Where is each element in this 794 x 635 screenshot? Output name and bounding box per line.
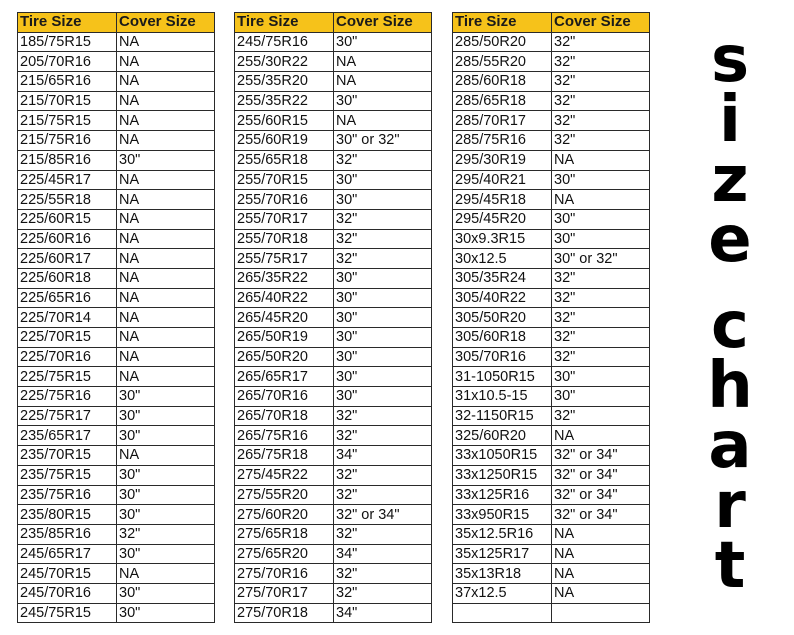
cover-size-cell: 32": [334, 249, 432, 269]
tire-size-cell: 32-1150R15: [453, 406, 552, 426]
tire-size-cell: 265/35R22: [235, 268, 334, 288]
tire-size-cell: 31x10.5-15: [453, 387, 552, 407]
tire-size-cell: 205/70R16: [18, 52, 117, 72]
table-row: [18, 347, 215, 367]
tire-size-cell: 255/60R15: [235, 111, 334, 131]
cover-size-cell: NA: [117, 564, 215, 584]
cover-size-cell: NA: [117, 328, 215, 348]
cover-size-cell: 32": [334, 426, 432, 446]
table-row: [235, 426, 432, 446]
cover-size-cell: 32": [334, 485, 432, 505]
tire-size-cell: 275/60R20: [235, 505, 334, 525]
tire-size-cell: 265/75R18: [235, 446, 334, 466]
tire-size-cell: 33x125R16: [453, 485, 552, 505]
tire-size-cell: 255/35R20: [235, 72, 334, 92]
tire-size-cell: 245/65R17: [18, 544, 117, 564]
tire-size-cell: 215/70R15: [18, 91, 117, 111]
table-row: [18, 426, 215, 446]
cover-size-cell: 32": [552, 347, 650, 367]
tire-size-cell: 225/45R17: [18, 170, 117, 190]
table-row: [453, 406, 650, 426]
cover-size-cell: NA: [552, 150, 650, 170]
table-row: [453, 190, 650, 210]
header-tire-size: Tire Size: [235, 13, 334, 33]
table-row: [18, 249, 215, 269]
tire-size-cell: 225/60R17: [18, 249, 117, 269]
tire-size-cell: 265/65R17: [235, 367, 334, 387]
table-row: [235, 249, 432, 269]
tire-size-cell: 235/75R15: [18, 465, 117, 485]
table-row: [453, 150, 650, 170]
table-row: [453, 308, 650, 328]
title-letter: r: [714, 469, 746, 543]
table-row: [453, 249, 650, 269]
table-row: [453, 524, 650, 544]
tire-size-cell: 275/65R20: [235, 544, 334, 564]
table-row: [235, 406, 432, 426]
cover-size-cell: NA: [117, 131, 215, 151]
tire-size-cell: 255/70R18: [235, 229, 334, 249]
table-row: [235, 52, 432, 72]
tire-size-cell: 235/70R15: [18, 446, 117, 466]
table-row: [235, 190, 432, 210]
cover-size-cell: 30": [117, 387, 215, 407]
table-row: [18, 131, 215, 151]
size-table-2: [234, 12, 432, 623]
tire-size-cell: 225/70R14: [18, 308, 117, 328]
cover-size-cell: 30": [334, 328, 432, 348]
tire-size-cell: 275/65R18: [235, 524, 334, 544]
cover-size-cell: NA: [117, 170, 215, 190]
table-row: [235, 111, 432, 131]
table-row: [18, 328, 215, 348]
tire-size-cell: 245/70R15: [18, 564, 117, 584]
table-row: [453, 603, 650, 623]
cover-size-cell: NA: [117, 229, 215, 249]
cover-size-cell: 32": [334, 583, 432, 603]
cover-size-cell: 32": [334, 209, 432, 229]
cover-size-cell: [552, 603, 650, 623]
tire-size-cell: 295/45R20: [453, 209, 552, 229]
table-row: [453, 32, 650, 52]
cover-size-cell: 32" or 34": [552, 505, 650, 525]
tire-size-cell: 255/35R22: [235, 91, 334, 111]
title-letter: h: [707, 349, 753, 423]
table-row: [235, 524, 432, 544]
tire-size-cell: 225/70R16: [18, 347, 117, 367]
tire-size-cell: 255/70R17: [235, 209, 334, 229]
tire-size-cell: 225/75R17: [18, 406, 117, 426]
table-row: [453, 485, 650, 505]
cover-size-cell: NA: [117, 52, 215, 72]
cover-size-cell: 32": [334, 564, 432, 584]
table-row: [235, 32, 432, 52]
tire-size-cell: 305/50R20: [453, 308, 552, 328]
cover-size-cell: NA: [117, 209, 215, 229]
tire-size-cell: 225/60R18: [18, 268, 117, 288]
cover-size-cell: NA: [117, 367, 215, 387]
tire-size-cell: 225/75R15: [18, 367, 117, 387]
cover-size-cell: 30": [117, 544, 215, 564]
table-row: [453, 209, 650, 229]
tire-size-cell: 215/75R16: [18, 131, 117, 151]
tire-size-cell: 255/30R22: [235, 52, 334, 72]
table-row: [235, 72, 432, 92]
table-row: [18, 268, 215, 288]
header-cover-size: Cover Size: [334, 13, 432, 33]
table-row: [453, 72, 650, 92]
table-row: [18, 465, 215, 485]
tire-size-cell: 33x1050R15: [453, 446, 552, 466]
table-row: [235, 446, 432, 466]
table-row: [453, 347, 650, 367]
cover-size-cell: 32" or 34": [334, 505, 432, 525]
table-row: [235, 564, 432, 584]
table-row: [18, 367, 215, 387]
cover-size-cell: NA: [117, 308, 215, 328]
tire-size-cell: 285/65R18: [453, 91, 552, 111]
cover-size-cell: 30": [117, 150, 215, 170]
cover-size-cell: NA: [117, 72, 215, 92]
table-row: [235, 505, 432, 525]
tire-size-cell: 235/85R16: [18, 524, 117, 544]
table-row: [18, 406, 215, 426]
tire-size-cell: 275/45R22: [235, 465, 334, 485]
table-row: [453, 446, 650, 466]
tire-size-cell: 265/70R18: [235, 406, 334, 426]
size-table-1: [17, 12, 215, 623]
table-row: [18, 505, 215, 525]
tire-size-cell: 305/70R16: [453, 347, 552, 367]
tire-size-cell: 265/75R16: [235, 426, 334, 446]
tire-size-cell: 31-1050R15: [453, 367, 552, 387]
tire-size-cell: 235/75R16: [18, 485, 117, 505]
table-row: [235, 387, 432, 407]
header-cover-size: Cover Size: [117, 13, 215, 33]
table-row: [235, 583, 432, 603]
table-row: [18, 111, 215, 131]
tire-size-cell: 185/75R15: [18, 32, 117, 52]
table-row: [235, 91, 432, 111]
table-row: [453, 465, 650, 485]
table-row: [453, 544, 650, 564]
cover-size-cell: 30": [552, 367, 650, 387]
tire-size-cell: 295/40R21: [453, 170, 552, 190]
cover-size-cell: 30": [334, 170, 432, 190]
tire-size-cell: 285/50R20: [453, 32, 552, 52]
cover-size-cell: NA: [552, 426, 650, 446]
cover-size-cell: NA: [334, 72, 432, 92]
tire-size-cell: 285/70R17: [453, 111, 552, 131]
tire-size-cell: 255/60R19: [235, 131, 334, 151]
tire-size-cell: 225/75R16: [18, 387, 117, 407]
tire-size-cell: 245/75R15: [18, 603, 117, 623]
tire-size-cell: 225/70R15: [18, 328, 117, 348]
cover-size-cell: 32": [117, 524, 215, 544]
table-row: [453, 583, 650, 603]
size-table-3: [452, 12, 650, 623]
cover-size-cell: 30": [334, 367, 432, 387]
cover-size-cell: 34": [334, 603, 432, 623]
table-row: [453, 367, 650, 387]
tire-size-cell: 285/75R16: [453, 131, 552, 151]
cover-size-cell: NA: [334, 52, 432, 72]
cover-size-cell: 32": [552, 328, 650, 348]
tire-size-cell: 30x9.3R15: [453, 229, 552, 249]
table-row: [18, 288, 215, 308]
tire-size-cell: 305/35R24: [453, 268, 552, 288]
tire-size-cell: 275/70R18: [235, 603, 334, 623]
tire-size-cell: 225/60R16: [18, 229, 117, 249]
cover-size-cell: 32": [334, 524, 432, 544]
table-row: [235, 268, 432, 288]
tire-size-cell: 265/50R19: [235, 328, 334, 348]
table-row: [235, 544, 432, 564]
table-row: [18, 170, 215, 190]
tire-size-cell: 215/85R16: [18, 150, 117, 170]
tire-size-cell: 245/70R16: [18, 583, 117, 603]
tire-size-cell: 30x12.5: [453, 249, 552, 269]
title-letter: t: [714, 529, 746, 603]
cover-size-cell: 30": [334, 347, 432, 367]
tire-size-cell: [453, 603, 552, 623]
cover-size-cell: 30": [334, 91, 432, 111]
table-row: [18, 32, 215, 52]
table-row: [18, 446, 215, 466]
tire-size-cell: 265/40R22: [235, 288, 334, 308]
cover-size-cell: NA: [117, 190, 215, 210]
cover-size-cell: NA: [552, 564, 650, 584]
size-chart-title: [690, 23, 770, 603]
cover-size-cell: 30": [117, 406, 215, 426]
tire-size-cell: 295/45R18: [453, 190, 552, 210]
table-row: [453, 268, 650, 288]
header-cover-size: Cover Size: [552, 13, 650, 33]
cover-size-cell: 30": [117, 465, 215, 485]
table-row: [18, 72, 215, 92]
cover-size-cell: NA: [117, 347, 215, 367]
table-row: [18, 308, 215, 328]
cover-size-cell: 32": [334, 229, 432, 249]
table-row: [18, 544, 215, 564]
table-row: [235, 308, 432, 328]
tire-size-cell: 265/70R16: [235, 387, 334, 407]
tire-size-cell: 35x13R18: [453, 564, 552, 584]
table-row: [18, 564, 215, 584]
cover-size-cell: 30": [117, 485, 215, 505]
cover-size-cell: 32": [334, 150, 432, 170]
tire-size-cell: 35x125R17: [453, 544, 552, 564]
tire-size-cell: 305/40R22: [453, 288, 552, 308]
tire-size-cell: 33x950R15: [453, 505, 552, 525]
tire-size-cell: 37x12.5: [453, 583, 552, 603]
tire-size-cell: 275/70R16: [235, 564, 334, 584]
cover-size-cell: 30": [117, 583, 215, 603]
table-row: [453, 328, 650, 348]
tire-size-cell: 325/60R20: [453, 426, 552, 446]
table-row: [235, 131, 432, 151]
table-row: [235, 209, 432, 229]
table-row: [453, 229, 650, 249]
cover-size-cell: 32": [334, 465, 432, 485]
cover-size-cell: NA: [117, 288, 215, 308]
cover-size-cell: 30": [334, 308, 432, 328]
tire-size-cell: 285/60R18: [453, 72, 552, 92]
title-letter: a: [708, 409, 752, 483]
cover-size-cell: 32": [552, 268, 650, 288]
tire-size-cell: 215/75R15: [18, 111, 117, 131]
table-row: [18, 209, 215, 229]
table-row: [18, 150, 215, 170]
tire-size-cell: 285/55R20: [453, 52, 552, 72]
table-row: [453, 505, 650, 525]
cover-size-cell: NA: [334, 111, 432, 131]
table-row: [235, 229, 432, 249]
table-row: [453, 91, 650, 111]
tire-size-cell: 265/45R20: [235, 308, 334, 328]
table-row: [235, 465, 432, 485]
tire-size-cell: 275/70R17: [235, 583, 334, 603]
table-row: [453, 288, 650, 308]
cover-size-cell: 30": [117, 426, 215, 446]
table-row: [18, 603, 215, 623]
cover-size-cell: 32" or 34": [552, 446, 650, 466]
cover-size-cell: 34": [334, 544, 432, 564]
title-letter: z: [711, 143, 749, 217]
title-letter: e: [708, 203, 752, 277]
cover-size-cell: 30": [117, 505, 215, 525]
table-row: [235, 288, 432, 308]
cover-size-cell: NA: [552, 524, 650, 544]
table-row: [453, 426, 650, 446]
cover-size-cell: 32": [552, 111, 650, 131]
cover-size-cell: 30": [117, 603, 215, 623]
cover-size-cell: 32": [334, 406, 432, 426]
table-row: [235, 170, 432, 190]
tire-size-cell: 235/80R15: [18, 505, 117, 525]
table-row: [235, 150, 432, 170]
tire-size-cell: 265/50R20: [235, 347, 334, 367]
table-row: [453, 131, 650, 151]
tire-size-cell: 225/60R15: [18, 209, 117, 229]
cover-size-cell: 30": [334, 288, 432, 308]
cover-size-cell: 30": [552, 170, 650, 190]
table-row: [453, 52, 650, 72]
cover-size-cell: 30": [334, 268, 432, 288]
cover-size-cell: 30" or 32": [552, 249, 650, 269]
tire-size-cell: 275/55R20: [235, 485, 334, 505]
table-row: [453, 111, 650, 131]
tire-size-cell: 235/65R17: [18, 426, 117, 446]
tire-size-cell: 225/55R18: [18, 190, 117, 210]
cover-size-cell: NA: [552, 544, 650, 564]
tire-size-cell: 35x12.5R16: [453, 524, 552, 544]
cover-size-cell: 32": [552, 32, 650, 52]
title-letter: i: [719, 83, 741, 157]
cover-size-cell: 30" or 32": [334, 131, 432, 151]
tire-size-cell: 225/65R16: [18, 288, 117, 308]
cover-size-cell: NA: [552, 583, 650, 603]
cover-size-cell: 32": [552, 308, 650, 328]
tire-size-cell: 255/70R15: [235, 170, 334, 190]
table-row: [235, 328, 432, 348]
cover-size-cell: 32": [552, 52, 650, 72]
cover-size-cell: 32" or 34": [552, 485, 650, 505]
table-row: [235, 485, 432, 505]
tire-size-cell: 215/65R16: [18, 72, 117, 92]
cover-size-cell: 30": [552, 387, 650, 407]
table-row: [18, 190, 215, 210]
table-row: [18, 52, 215, 72]
cover-size-cell: 32" or 34": [552, 465, 650, 485]
tire-size-cell: 33x1250R15: [453, 465, 552, 485]
tire-size-cell: 295/30R19: [453, 150, 552, 170]
table-row: [18, 91, 215, 111]
cover-size-cell: 32": [552, 72, 650, 92]
table-row: [18, 229, 215, 249]
cover-size-cell: NA: [117, 91, 215, 111]
title-letter: c: [711, 289, 749, 363]
cover-size-cell: 32": [552, 131, 650, 151]
table-row: [18, 583, 215, 603]
table-row: [453, 170, 650, 190]
cover-size-cell: 32": [552, 406, 650, 426]
cover-size-cell: NA: [117, 249, 215, 269]
cover-size-cell: NA: [117, 268, 215, 288]
table-row: [18, 485, 215, 505]
cover-size-cell: 32": [552, 288, 650, 308]
cover-size-cell: 30": [334, 190, 432, 210]
header-tire-size: Tire Size: [18, 13, 117, 33]
cover-size-cell: 30": [334, 387, 432, 407]
cover-size-cell: NA: [117, 111, 215, 131]
tire-size-cell: 255/75R17: [235, 249, 334, 269]
cover-size-cell: 30": [334, 32, 432, 52]
cover-size-cell: 30": [552, 229, 650, 249]
table-row: [235, 367, 432, 387]
table-row: [18, 524, 215, 544]
cover-size-cell: NA: [117, 446, 215, 466]
title-letter: s: [710, 23, 750, 97]
tire-size-cell: 245/75R16: [235, 32, 334, 52]
cover-size-cell: NA: [117, 32, 215, 52]
cover-size-cell: NA: [552, 190, 650, 210]
cover-size-cell: 34": [334, 446, 432, 466]
tire-size-cell: 305/60R18: [453, 328, 552, 348]
table-row: [18, 387, 215, 407]
table-row: [453, 387, 650, 407]
table-row: [235, 603, 432, 623]
tire-size-cell: 255/70R16: [235, 190, 334, 210]
cover-size-cell: 32": [552, 91, 650, 111]
tire-size-cell: 255/65R18: [235, 150, 334, 170]
table-row: [235, 347, 432, 367]
header-tire-size: Tire Size: [453, 13, 552, 33]
table-row: [453, 564, 650, 584]
cover-size-cell: 30": [552, 209, 650, 229]
